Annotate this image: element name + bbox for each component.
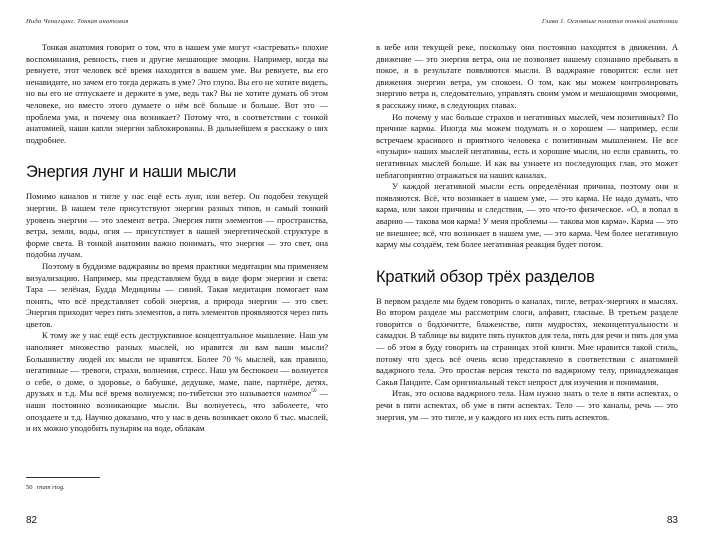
left-running-head: Нида Ченагцанг. Тонкая анатомия [26, 18, 129, 25]
paragraph-with-footnote [26, 330, 328, 434]
tibetan-term: намтог [283, 388, 312, 399]
paragraph: в небе или текущей реке, поскольку они постоянно находятся в движении. А движение — это энергия ветра, она не позволяет нашему сознанию пребывать в покое, и в результате появляются мысли. В ваджраяне говорится: если нет движения энергии ветра, ум спокоен. О том, как мы можем контролировать энергию ветра и, следовательно, управлять своим умом и мешающими эмоциями, я расскажу ниже, в следующих главах. [376, 42, 678, 110]
right-page-number: 83 [666, 515, 678, 526]
footnote-reference[interactable]: 50 [311, 388, 317, 395]
left-section-heading: Энергия лунг и наши мысли [26, 163, 237, 182]
footnote-area [26, 477, 328, 492]
paragraph: Итак, это основа ваджрного тела. Нам нужно знать о теле в пяти аспектах, о речи в пяти аспектах, об уме в пяти аспектах. Тело — это каналы, речь — это энергия, ум — это тигле, и у каждого из них есть пять аспектов. [376, 388, 678, 422]
paragraph: Но почему у нас больше страхов и негативных мыслей, чем позитивных? По причине кармы. Иногда мы можем подумать и о хорошем — например, если встречаем красивого и приятного человека с позитивным мышлением. Не все «пузыри» наших мыслей негативны, есть и хорошие мысли, но если сравнить, то негативных мыслей больше. И как вы узнаете из последующих глав, это может неблагоприятно отражаться на наших каналах. [376, 111, 678, 180]
left-text-column [26, 42, 328, 435]
paragraph: Поэтому в буддизме ваджраяны во время практики медитации мы применяем визуализацию. Например, мы представляем будд в виде форм энергии и света: Тара — зелёная, Будда Медицины — синий. Такая медитация помогает нам понять, что всё представляет собой энергия, а природа энергии — это свет. Энергия приходит через пять элементов, а пять элементов проявляются через пять цветов. [26, 260, 328, 329]
paragraph: Тонкая анатомия говорит о том, что в нашем уме могут «застревать» плохие воспоминания, ревность, гнев и другие мешающие эмоции. Например, когда вы ревнуете, этот человек всё время находится в вашем уме. Вы ревнуете, вы его ненавидите, но зачем его тогда держать в уме? Это глупо. Вы его не хотите видеть, но вы его не отпускаете и держите в уме, ведь так? Вы не хотите думать об этом человеке, но вместо этого думаете о нём всё больше и больше. Вот это — проблема ума, и почему она возникает? Потому что, в соответствии с тонкой анатомией, наши капли энергии заблокированы. В дальнейшем я расскажу о них подробнее. [26, 42, 328, 145]
right-running-head: Глава 1. Основные понятия тонкой анатомии [541, 18, 678, 25]
paragraph-text-after-term: — наши постоянно возникающие мысли. Вы волнуетесь, что заболеете, что опоздаете и т.д. Научно доказано, что у нас в день возникает около 6 тыс. мыслей, и их можно уподобить пузырям на воде, облакам [26, 388, 329, 434]
right-page [352, 0, 704, 540]
paragraph: У каждой негативной мысли есть определённая причина, поэтому они и появляются. Всё, что возникает в нашем уме, — это карма. Не надо думать, что карма, или закон причины и следствия, — это что-то физическое. «О, я попал в аварию — такова моя карма! У меня проблемы — такова моя карма». Карма — это не внешнее; всё, что возникает в нашем уме, — это карма. Чем более негативную карму мы создаём, тем более негативная реакция будет потом. [376, 181, 678, 250]
right-section-heading: Краткий обзор трёх разделов [376, 267, 595, 286]
paragraph: Помимо каналов и тигле у нас ещё есть лунг, или ветер. Он подобен текущей энергии. В нашем теле присутствуют энергии разных типов, и самый тонкий уровень энергии — это элемент ветра. Энергия пяти элементов — пространства, ветра, земли, воды, огня — присутствует в нашей энергетической структуре в форме света. В тонкой анатомии важно понимать, что энергия — это свет, она подобна лучам. [26, 191, 328, 260]
paragraph-text-before-term: К тому же у нас ещё есть деструктивное концептуальное мышление. Наш ум наполняет множество разных мыслей, но нравятся ли вам ваши мысли? Большинству людей их мысли не нравятся. Более 70 % мыслей, как правило, негативные — тревоги, страхи, волнения, стресс. Наш ум беспокоен — волнуется о себе, о доме, о здоровье, о бабушке, дедушке, маме, папе, партнёре, детях, друзьях и т.д. Мы всё время волнуемся; по-тибетски это называется [26, 330, 328, 399]
footnote [26, 483, 328, 492]
right-text-column [376, 42, 678, 423]
left-page-number: 82 [26, 515, 38, 526]
footnote-number: 50 [26, 484, 33, 491]
footnote-text: rnam rtog. [36, 484, 65, 491]
paragraph: В первом разделе мы будем говорить о каналах, тигле, ветрах-энергиях и мыслях. Во втором разделе мы рассмотрим слоги, алфавит, гласные. В третьем разделе говорится о бодхичитте, блаженстве, пяти мудростях, неконцептуальности и самадхи. В таблице вы видите пять пунктов для тела, пять для речи и пять для ума — об этом я буду говорить на страницах этой книги. Мне нравится такой стиль, потому что здесь всё очень ясно представлено в соответствии с анатомией ваджрного тела. Это простая версия текста по ваджрному телу, принадлежащая Сакья Пандите. Сам оригинальный текст непрост для изучения и понимания. [376, 295, 678, 387]
footnote-separator [26, 477, 100, 478]
left-page [0, 0, 352, 540]
